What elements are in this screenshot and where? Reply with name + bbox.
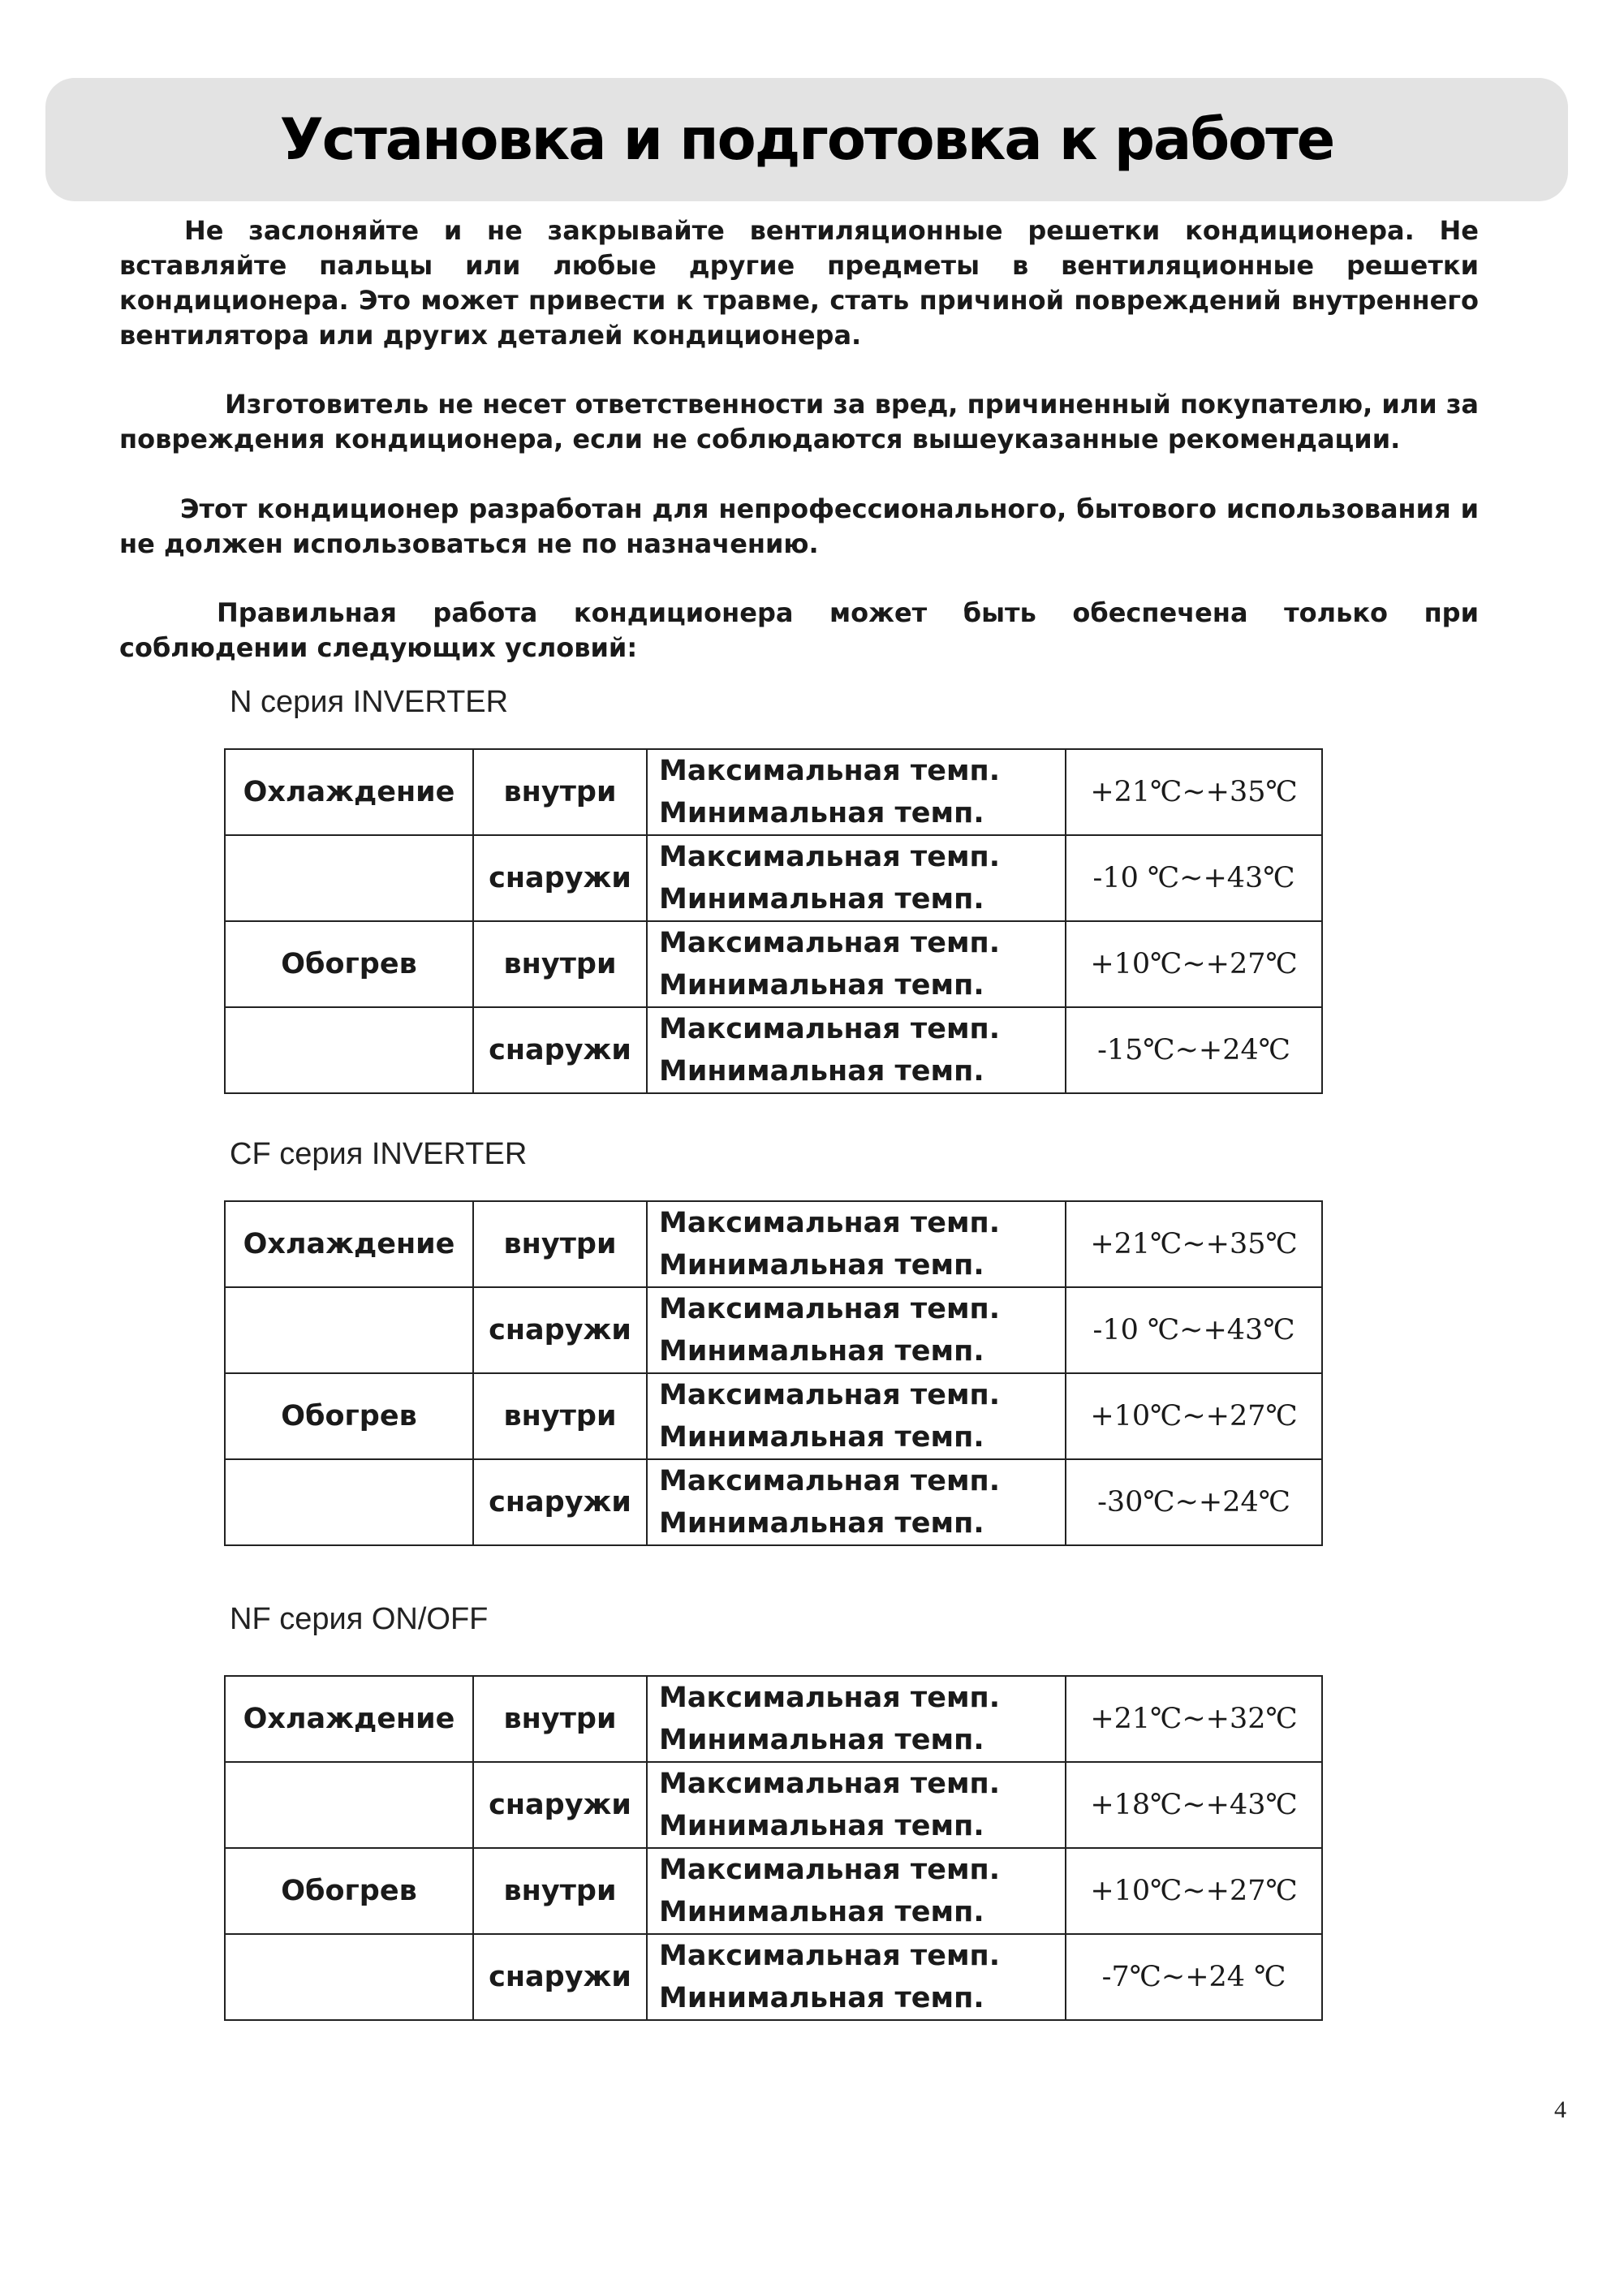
table-row xyxy=(225,1373,1322,1459)
min-temp-label: Минимальная темп. xyxy=(659,1896,984,1928)
location-cell: внутри xyxy=(473,749,647,835)
table-row xyxy=(225,1848,1322,1934)
paragraph-ventilation: Не заслоняйте и не закрывайте вентиляционные решетки кондиционера. Не вставляйте пальцы или любые другие предметы в вентиляционные решетки кондиционера. Это может привести к травме, стать причиной повреждений внутреннего вентилятора или других деталей кондиционера. xyxy=(119,215,1479,351)
table-row xyxy=(225,1762,1322,1848)
min-temp-label: Минимальная темп. xyxy=(659,1249,984,1282)
min-temp-label: Минимальная темп. xyxy=(659,1507,984,1540)
range-cell: +10℃~+27℃ xyxy=(1066,1373,1322,1459)
max-temp-label: Максимальная темп. xyxy=(659,927,1001,959)
max-temp-label: Максимальная темп. xyxy=(659,841,1001,873)
series-title: NF серия ON/OFF xyxy=(230,1602,489,1636)
max-temp-label: Максимальная темп. xyxy=(659,1465,1001,1497)
location-cell: снаружи xyxy=(473,1287,647,1373)
min-temp-label: Минимальная темп. xyxy=(659,1810,984,1842)
mode-cell xyxy=(225,1762,473,1848)
temperature-table xyxy=(224,748,1323,1094)
min-temp-label: Минимальная темп. xyxy=(659,1055,984,1088)
table-row xyxy=(225,1676,1322,1762)
min-temp-label: Минимальная темп. xyxy=(659,797,984,829)
range-cell: -10 ℃~+43℃ xyxy=(1066,835,1322,921)
paragraph-liability: Изготовитель не несет ответственности за вред, причиненный покупателю, или за повреждения кондиционера, если не соблюдаются вышеуказанные рекомендации. xyxy=(119,389,1480,454)
limits-cell xyxy=(647,1373,1066,1459)
min-temp-label: Минимальная темп. xyxy=(659,883,984,915)
location-cell: снаружи xyxy=(473,835,647,921)
mode-cell xyxy=(225,835,473,921)
mode-cell xyxy=(225,1007,473,1093)
min-temp-label: Минимальная темп. xyxy=(659,1421,984,1454)
location-cell: снаружи xyxy=(473,1934,647,2020)
location-cell: внутри xyxy=(473,1676,647,1762)
series-title: N серия INVERTER xyxy=(230,685,509,719)
limits-cell xyxy=(647,1676,1066,1762)
location-cell: снаружи xyxy=(473,1762,647,1848)
range-cell: +10℃~+27℃ xyxy=(1066,1848,1322,1934)
mode-cell: Обогрев xyxy=(225,1848,473,1934)
temperature-table xyxy=(224,1200,1323,1546)
range-cell: -7℃~+24 ℃ xyxy=(1066,1934,1322,2020)
range-cell: -30℃~+24℃ xyxy=(1066,1459,1322,1545)
table-row xyxy=(225,749,1322,835)
limits-cell xyxy=(647,749,1066,835)
min-temp-label: Минимальная темп. xyxy=(659,1724,984,1756)
max-temp-label: Максимальная темп. xyxy=(659,1768,1001,1800)
mode-cell: Охлаждение xyxy=(225,1201,473,1287)
range-cell: +10℃~+27℃ xyxy=(1066,921,1322,1007)
mode-cell: Обогрев xyxy=(225,1373,473,1459)
mode-cell: Охлаждение xyxy=(225,1676,473,1762)
max-temp-label: Максимальная темп. xyxy=(659,1379,1001,1411)
table-row xyxy=(225,1007,1322,1093)
table-row xyxy=(225,835,1322,921)
min-temp-label: Минимальная темп. xyxy=(659,969,984,1002)
limits-cell xyxy=(647,1287,1066,1373)
mode-cell xyxy=(225,1287,473,1373)
page-number: 4 xyxy=(1554,2096,1566,2123)
max-temp-label: Максимальная темп. xyxy=(659,755,1001,787)
max-temp-label: Максимальная темп. xyxy=(659,1013,1001,1045)
min-temp-label: Минимальная темп. xyxy=(659,1982,984,2014)
table-row xyxy=(225,1934,1322,2020)
location-cell: снаружи xyxy=(473,1007,647,1093)
limits-cell xyxy=(647,1762,1066,1848)
location-cell: внутри xyxy=(473,1201,647,1287)
max-temp-label: Максимальная темп. xyxy=(659,1207,1001,1239)
temperature-table xyxy=(224,1675,1323,2021)
mode-cell xyxy=(225,1934,473,2020)
limits-cell xyxy=(647,1934,1066,2020)
limits-cell xyxy=(647,1459,1066,1545)
mode-cell xyxy=(225,1459,473,1545)
page-title: Установка и подготовка к работе xyxy=(279,106,1334,173)
location-cell: внутри xyxy=(473,1373,647,1459)
limits-cell xyxy=(647,835,1066,921)
max-temp-label: Максимальная темп. xyxy=(659,1682,1001,1714)
series-title: CF серия INVERTER xyxy=(230,1137,528,1171)
range-cell: -10 ℃~+43℃ xyxy=(1066,1287,1322,1373)
limits-cell xyxy=(647,1201,1066,1287)
paragraph-conditions: Правильная работа кондиционера может быть обеспечена только при соблюдении следующих условий: xyxy=(119,597,1479,663)
max-temp-label: Максимальная темп. xyxy=(659,1293,1001,1325)
limits-cell xyxy=(647,1848,1066,1934)
location-cell: внутри xyxy=(473,921,647,1007)
table-row xyxy=(225,1287,1322,1373)
mode-cell: Обогрев xyxy=(225,921,473,1007)
title-bar xyxy=(45,78,1568,201)
location-cell: снаружи xyxy=(473,1459,647,1545)
table-row xyxy=(225,1459,1322,1545)
paragraph-household-use: Этот кондиционер разработан для непрофессионального, бытового использования и не должен использоваться не по назначению. xyxy=(119,493,1479,559)
min-temp-label: Минимальная темп. xyxy=(659,1335,984,1368)
max-temp-label: Максимальная темп. xyxy=(659,1940,1001,1972)
table-row xyxy=(225,1201,1322,1287)
limits-cell xyxy=(647,921,1066,1007)
range-cell: +21℃~+32℃ xyxy=(1066,1676,1322,1762)
max-temp-label: Максимальная темп. xyxy=(659,1854,1001,1886)
limits-cell xyxy=(647,1007,1066,1093)
range-cell: +21℃~+35℃ xyxy=(1066,1201,1322,1287)
range-cell: +18℃~+43℃ xyxy=(1066,1762,1322,1848)
location-cell: внутри xyxy=(473,1848,647,1934)
mode-cell: Охлаждение xyxy=(225,749,473,835)
range-cell: +21℃~+35℃ xyxy=(1066,749,1322,835)
range-cell: -15℃~+24℃ xyxy=(1066,1007,1322,1093)
table-row xyxy=(225,921,1322,1007)
